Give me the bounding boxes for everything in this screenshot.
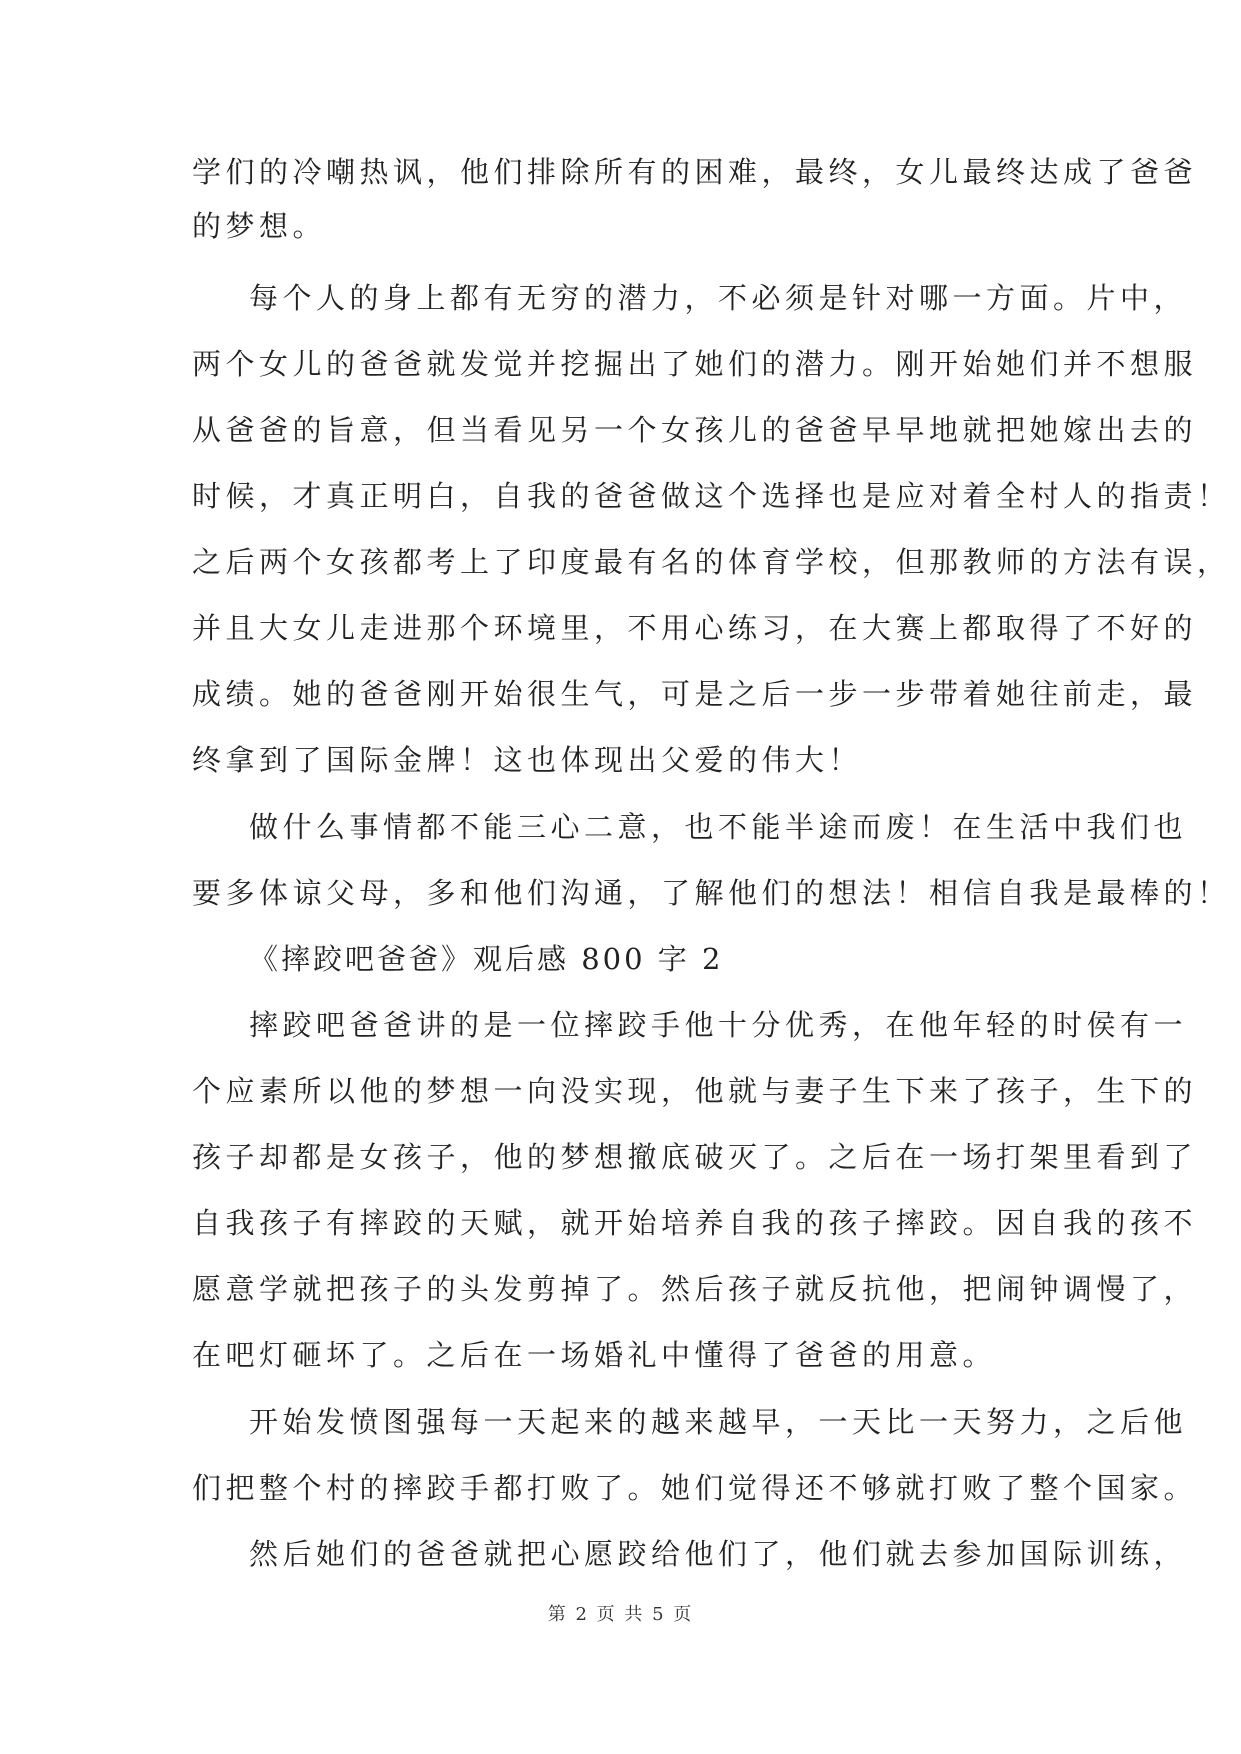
text-line: 两个女儿的爸爸就发觉并挖掘出了她们的潜力。刚开始她们并不想服: [192, 347, 1198, 381]
paragraph-first-line: 然后她们的爸爸就把心愿跤给他们了，他们就去参加国际训练，: [249, 1537, 1188, 1571]
text-line: 学们的冷嘲热讽，他们排除所有的困难，最终，女儿最终达成了爸爸: [192, 155, 1198, 189]
paragraph-first-line: 每个人的身上都有无穷的潜力，不必须是针对哪一方面。片中，: [249, 281, 1188, 315]
paragraph-first-line: 摔跤吧爸爸讲的是一位摔跤手他十分优秀，在他年轻的时侯有一: [249, 1008, 1188, 1042]
text-line: 孩子却都是女孩子，他的梦想撤底破灭了。之后在一场打架里看到了: [192, 1140, 1198, 1174]
paragraph-first-line: 开始发愤图强每一天起来的越来越早，一天比一天努力，之后他: [249, 1405, 1188, 1439]
text-line: 终拿到了国际金牌！这也体现出父爱的伟大！: [192, 743, 863, 777]
text-line: 要多体谅父母，多和他们沟通，了解他们的想法！相信自我是最棒的！: [192, 876, 1231, 910]
text-line: 们把整个村的摔跤手都打败了。她们觉得还不够就打败了整个国家。: [192, 1471, 1198, 1505]
text-line: 成绩。她的爸爸刚开始很生气，可是之后一步一步带着她往前走，最: [192, 677, 1198, 711]
text-line: 的梦想。: [192, 209, 327, 243]
paragraph-first-line: 做什么事情都不能三心二意，也不能半途而废！在生活中我们也: [249, 810, 1188, 844]
section-heading: 《摔跤吧爸爸》观后感 800 字 2: [249, 942, 724, 976]
text-line: 愿意学就把孩子的头发剪掉了。然后孩子就反抗他，把闹钟调慢了，: [192, 1272, 1198, 1306]
text-line: 时候，才真正明白，自我的爸爸做这个选择也是应对着全村人的指责！: [192, 479, 1231, 513]
text-line: 并且大女儿走进那个环境里，不用心练习，在大赛上都取得了不好的: [192, 611, 1198, 645]
page-number-footer: 第 2 页 共 5 页: [547, 1604, 694, 1625]
text-line: 之后两个女孩都考上了印度最有名的体育学校，但那教师的方法有误，: [192, 545, 1231, 579]
text-line: 自我孩子有摔跤的天赋，就开始培养自我的孩子摔跤。因自我的孩不: [192, 1206, 1198, 1240]
text-line: 在吧灯砸坏了。之后在一场婚礼中懂得了爸爸的用意。: [192, 1338, 997, 1372]
text-line: 从爸爸的旨意，但当看见另一个女孩儿的爸爸早早地就把她嫁出去的: [192, 413, 1198, 447]
text-line: 个应素所以他的梦想一向没实现，他就与妻子生下来了孩子，生下的: [192, 1074, 1198, 1108]
